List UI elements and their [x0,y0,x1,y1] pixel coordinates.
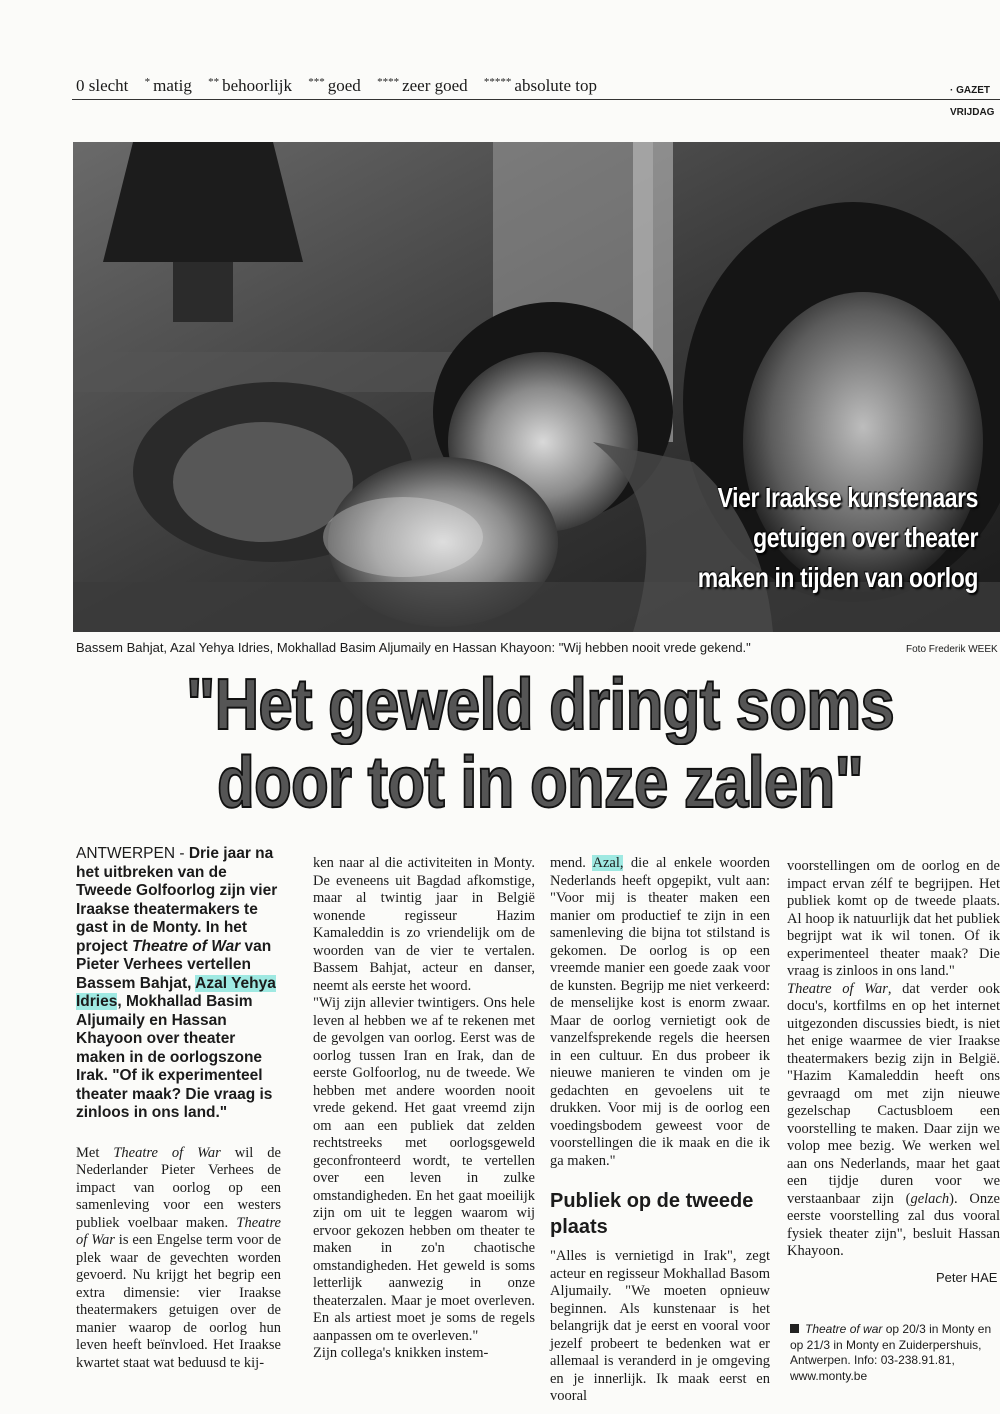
lead-text-2: van Pieter Verhees vertellen Bassem Bahjat, [76,937,272,992]
lead-text-3: , Mokhallad Basim Aljumaily en Hassan Khayoon over theater maken in de oorlogszone Irak. "Of ik experimenteel theater maak? Die vraag is zinloos in ons land." [76,993,273,1121]
rating-stars-5: ***** [483,76,512,88]
square-bullet-icon [790,1324,799,1333]
byline: Peter HAE [936,1270,998,1285]
headline-line-1: "Het geweld dringt soms [186,665,894,745]
masthead-paper: · GAZET [950,85,990,96]
article-lead [76,845,281,1123]
body-paragraph: ken naar al die activiteiten in Monty. De eveneens uit Bagdad afkomstige, maar al twintig jaar in België wonende regisseur Hazim Kamaleddin is zo vriendelijk om de woorden van de vier te vertalen. Bassem Bahjat, acteur en danser, neemt als eerste het woord. [313,855,535,994]
rating-stars-1: * [144,76,151,88]
body-italic: Theatre of War [113,1144,221,1161]
lead-highlight-name: Azal Yehya Idries [76,974,276,1010]
rating-item-3 [308,76,361,95]
photo-overlay-headline [578,478,978,598]
photo-headline-line-2: getuigen over theater [753,522,978,553]
rating-label-5: absolute top [514,76,598,95]
body-paragraph: voorstellingen om de oorlog en de impact ervan zélf te begrijpen. Het publiek komt op de tweede plaats. Al hoop ik natuurlijk dat het publiek begrijpt wat ik wil tonen. Of ik experimenteel theater maak? Die vraag is zinloos in ons land." [787,858,1000,979]
body-text: mend. [550,855,593,871]
body-paragraph: "Wij zijn allevier twintigers. Ons hele leven al hebben we af te rekenen met de gevolgen van oorlog. Eerst was de oorlog tussen Iran en Irak, dan de eerste Golfoorlog, nu de tweede. We hebben met andere woorden nooit vrede gekend. Het gaat vreemd zijn om aan een publiek dat zelden rechtstreeks met oorlogsgeweld geconfronteerd wordt, te vertellen over een leven in zulke omstandigheden. En het gaat moeilijk zijn om uit te leggen waarom wij ervoor gekozen hebben om theater te maken in zo'n chaotische omstandigheden. Het geweld is soms letterlijk aanwezig in onze theaterzalen. Maar je moet overleven. En als artiest moet je soms de regels aanpassen om te overleven." [313,995,535,1344]
info-line-2: op 21/3 in Monty en Zuiderpershuis, [790,1337,982,1352]
info-line-4: www.monty.be [790,1368,868,1383]
rating-label-0: 0 slecht [76,76,129,95]
body-text: wil de Nederlander Pieter Verhees de impact van oorlog op een samenleving voor een westers publiek voelbaar maken. [76,1144,281,1231]
rating-item-4 [377,76,468,95]
body-italic: Theatre of War [76,1214,281,1248]
body-italic: Theatre of War [787,980,888,997]
rating-stars-2: ** [208,76,220,88]
body-text: is een Engelse term voor de plek waar de gevechten worden gevoerd. Nu krijgt het begrip een extra dimensie: vier Iraakse theatermakers getuigen over de manier waarop de oorlog hun leven heeft beïnvloed. Het Iraakse kwartet staat wat beduusd te kij- [76,1232,282,1371]
photo-caption: Bassem Bahjat, Azal Yehya Idries, Mokhallad Basim Aljumaily en Hassan Khayoon: "Wij hebben nooit vrede gekend." [76,640,751,655]
body-text: die al enkele woorden Nederlands heeft opgepikt, vult aan: "Voor mij is theater maken een manier om productief te zijn in een samenleving die bijna tot stilstand is gekomen. De oorlog is op een vreemde manier een goede zaak voor de kunsten. Begrijp me niet verkeerd: de menselijke kost is enorm zwaar. Maar de oorlog vernietigt ook de vanzelfsprekende regels die heersen in een cultuur. En dus probeer ik nieuwe manieren te vinden om je gedachten en gevoelens uit te drukken. Voor mij is de oorlog een voedingsbodem geweest voor de voorstellingen die ik maak en die ik ga maken." [550,855,770,1169]
event-info [790,1322,1000,1384]
info-line-3: Antwerpen. Info: 03-238.91.81, [790,1353,955,1367]
masthead-day: VRIJDAG [950,107,995,118]
photo-headline-line-3: maken in tijden van oorlog [697,562,978,593]
body-paragraph [787,981,1000,1261]
rating-item-5 [484,76,597,95]
article-column-4 [787,858,1000,1261]
headline-line-2: door tot in onze zalen" [217,743,863,823]
lead-title-italic: Theatre of War [131,937,241,955]
rating-item-1 [145,76,192,95]
masthead [950,80,1000,124]
rating-stars-4: **** [377,76,400,88]
body-paragraph: Zijn collega's knikken instem- [313,1345,489,1361]
rating-label-2: behoorlijk [222,76,293,95]
rating-item-0 [76,76,128,95]
rating-divider [72,99,1000,100]
body-text: , dat verder ook docu's, kortfilms en op het internet uitgezonden discussies biedt, is niet het enige waarmee de vier Iraakse theatermakers bezig zijn in België. "Hazim Kamaleddin heeft ons gevraagd om met zijn nieuwe gezelschap Cactusbloem een voorstelling te maken. Daar zijn we volop mee bezig. We werken wel aan ons Nederlands, maar het gaat een tijdje duren voor we verstaanbaar zijn ( [787,980,1000,1207]
rating-label-1: matig [153,76,192,95]
body-paragraph: "Alles is vernietigd in Irak", zegt acteur en regisseur Mokhallad Basom Aljumaily. "We moeten opnieuw beginnen. Als kunstenaar is het belangrijk dat je eerst en vooral voor jezelf probeert te bedenken wat er allemaal is veranderd in je omgeving en je innerlijk. Ik maak eerst en vooral [550,1248,770,1404]
body-highlight-name: Azal, [592,855,624,871]
article-column-3 [550,855,770,1406]
body-paragraph [550,855,770,1170]
info-line-1 [790,1322,1000,1338]
info-text: op 20/3 in Monty en [882,1322,992,1336]
article-column-1 [76,845,281,1372]
body-text: Met [76,1144,114,1161]
body-paragraph [76,1145,281,1373]
main-headline [90,666,990,822]
photo-headline-line-1: Vier Iraakse kunstenaars [717,482,978,513]
body-italic: gelach [910,1190,950,1207]
info-title: Theatre of war [805,1322,883,1336]
dateline: ANTWERPEN - [76,845,189,862]
article-subheading: Publiek op de tweede plaats [550,1190,754,1238]
article-column-2 [313,855,535,1363]
rating-label-4: zeer goed [402,76,468,95]
rating-item-2 [208,76,292,95]
rating-legend [76,76,946,96]
rating-label-3: goed [327,76,361,95]
photo-credit: Foto Frederik WEEK [906,644,998,655]
lead-text-1: Drie jaar na het uitbreken van de Tweede Golfoorlog zijn vier Iraakse theatermakers te gast in de Monty. In het project [76,845,278,955]
rating-stars-3: *** [308,76,325,88]
body-text: ). Onze eerste voorstelling zal dus vooral fysiek theater zijn", besluit Hassan Khayoon. [787,1190,1000,1259]
